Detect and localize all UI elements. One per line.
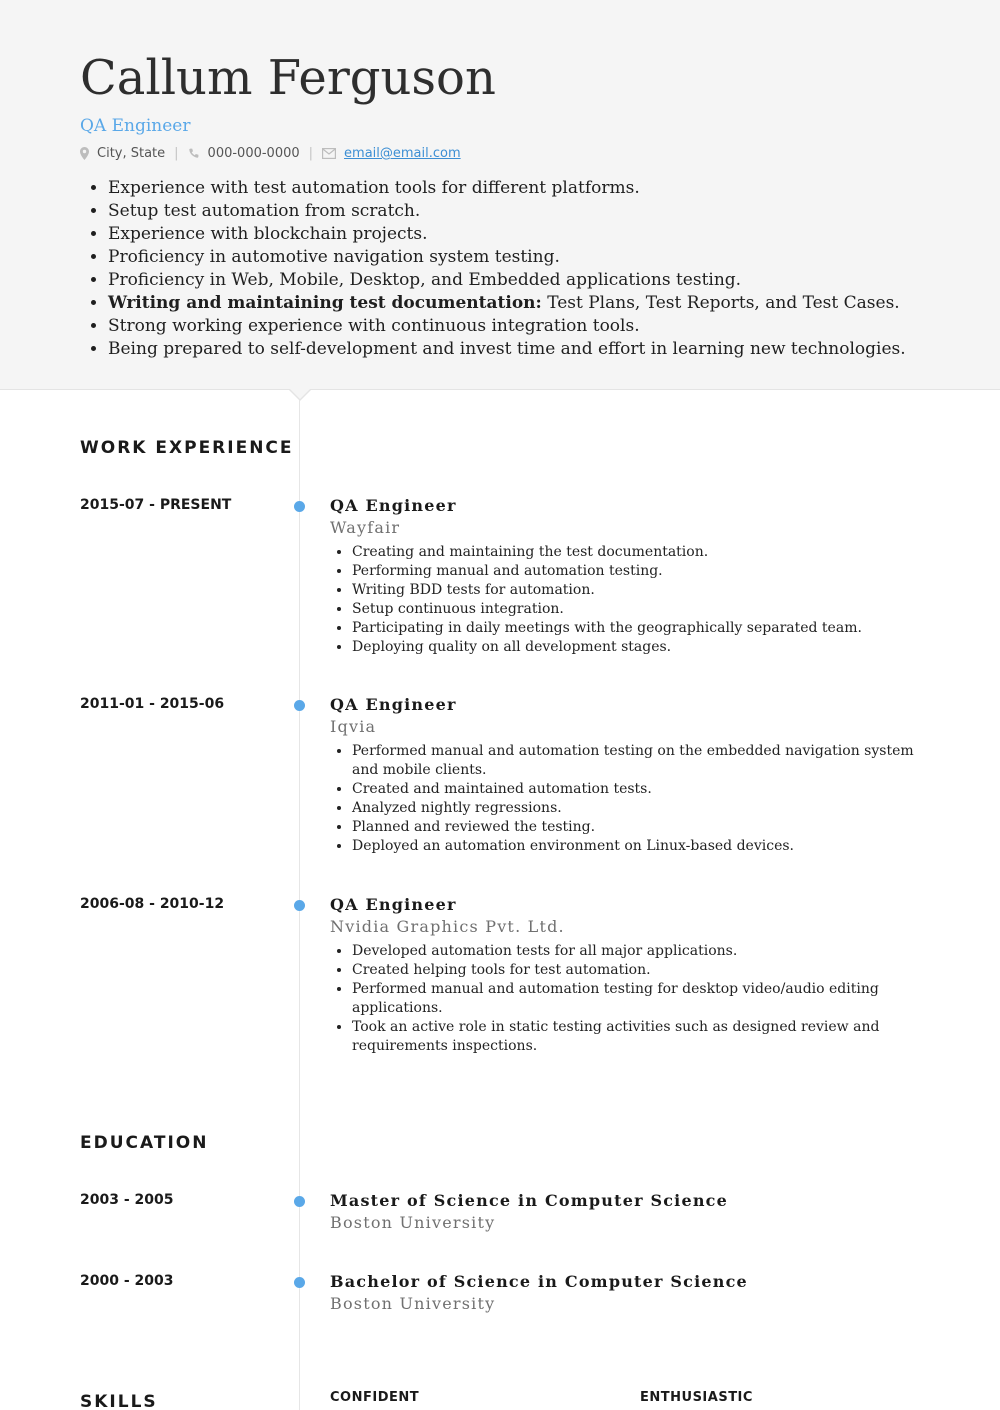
job-bullet: • Setup continuous integration. <box>352 600 930 619</box>
header-notch <box>290 389 310 399</box>
job-company: Wayfair <box>330 518 401 537</box>
education-date: 2003 - 2005 <box>80 1192 174 1208</box>
job-title: QA Engineer <box>330 496 457 515</box>
phone-icon <box>188 148 200 160</box>
job-bullet: • Deployed an automation environment on Linux-based devices. <box>352 837 930 856</box>
skills-heading: SKILLS <box>80 1392 158 1410</box>
job-bullet: • Performing manual and automation testing. <box>352 562 930 581</box>
job-bullet: • Participating in daily meetings with the geographically separated team. <box>352 619 930 638</box>
job-bullet: • Planned and reviewed the testing. <box>352 818 930 837</box>
job-bullets <box>330 942 930 1056</box>
resume-header <box>0 0 1000 390</box>
summary-item: • Writing and maintaining test documentation: Test Plans, Test Reports, and Test Cases. <box>108 292 906 315</box>
summary-item-emphasis: Writing and maintaining test documentation: <box>108 293 542 313</box>
job-bullets <box>330 543 930 657</box>
map-pin-icon <box>80 147 89 160</box>
summary-item: • Proficiency in Web, Mobile, Desktop, and Embedded applications testing. <box>108 269 906 292</box>
job-company: Nvidia Graphics Pvt. Ltd. <box>330 917 565 936</box>
job-bullets <box>330 742 930 856</box>
job-bullet: • Performed manual and automation testing for desktop video/audio editing applications. <box>352 980 930 1018</box>
timeline-dot <box>294 1196 305 1207</box>
phone-text: 000-000-0000 <box>207 146 300 161</box>
job-bullet: • Took an active role in static testing activities such as designed review and requirements inspections. <box>352 1018 930 1056</box>
job-bullet: • Deploying quality on all development stages. <box>352 638 930 657</box>
school-name: Boston University <box>330 1294 496 1313</box>
education-entry <box>330 1190 930 1234</box>
envelope-icon <box>322 148 336 159</box>
job-title: QA Engineer <box>330 895 457 914</box>
job-company: Iqvia <box>330 717 377 736</box>
job-bullet: • Created and maintained automation tests. <box>352 780 930 799</box>
contact-separator: | <box>308 146 314 161</box>
job-bullet: • Created helping tools for test automation. <box>352 961 930 980</box>
contact-location <box>80 146 165 161</box>
education-date: 2000 - 2003 <box>80 1273 174 1289</box>
contact-phone <box>188 146 300 161</box>
education-entry <box>330 1271 930 1315</box>
timeline-dot <box>294 900 305 911</box>
candidate-name: Callum Ferguson <box>80 50 496 106</box>
location-text: City, State <box>97 146 166 161</box>
school-name: Boston University <box>330 1213 496 1232</box>
summary-item: • Experience with blockchain projects. <box>108 223 906 246</box>
job-date: 2011-01 - 2015-06 <box>80 696 225 712</box>
summary-item: • Proficiency in automotive navigation system testing. <box>108 246 906 269</box>
job-title: QA Engineer <box>330 695 457 714</box>
summary-list <box>108 177 906 361</box>
contact-info <box>80 146 461 161</box>
job-entry <box>330 894 930 1056</box>
job-date: 2015-07 - PRESENT <box>80 497 232 513</box>
summary-item: • Being prepared to self-development and invest time and effort in learning new technologies. <box>108 338 906 361</box>
job-bullet: • Writing BDD tests for automation. <box>352 581 930 600</box>
timeline-dot <box>294 700 305 711</box>
summary-item: • Setup test automation from scratch. <box>108 200 906 223</box>
summary-item: • Experience with test automation tools for different platforms. <box>108 177 906 200</box>
job-entry <box>330 694 930 856</box>
candidate-role: QA Engineer <box>80 116 191 136</box>
email-link[interactable]: email@email.com <box>344 146 461 161</box>
job-entry <box>330 495 930 657</box>
education-heading: EDUCATION <box>80 1133 209 1153</box>
contact-email[interactable] <box>322 146 461 161</box>
contact-separator: | <box>174 146 179 161</box>
work-experience-heading: WORK EXPERIENCE <box>80 438 294 458</box>
skill-level-enthusiastic: ENTHUSIASTIC <box>640 1390 753 1405</box>
job-date: 2006-08 - 2010-12 <box>80 896 225 912</box>
degree-title: Master of Science in Computer Science <box>330 1191 728 1210</box>
skill-level-confident: CONFIDENT <box>330 1390 420 1405</box>
summary-item: • Strong working experience with continuous integration tools. <box>108 315 906 338</box>
job-bullet: • Performed manual and automation testing on the embedded navigation system and mobile clients. <box>352 742 930 780</box>
job-bullet: • Analyzed nightly regressions. <box>352 799 930 818</box>
timeline-dot <box>294 1277 305 1288</box>
timeline-dot <box>294 501 305 512</box>
degree-title: Bachelor of Science in Computer Science <box>330 1272 748 1291</box>
job-bullet: • Developed automation tests for all major applications. <box>352 942 930 961</box>
job-bullet: • Creating and maintaining the test documentation. <box>352 543 930 562</box>
